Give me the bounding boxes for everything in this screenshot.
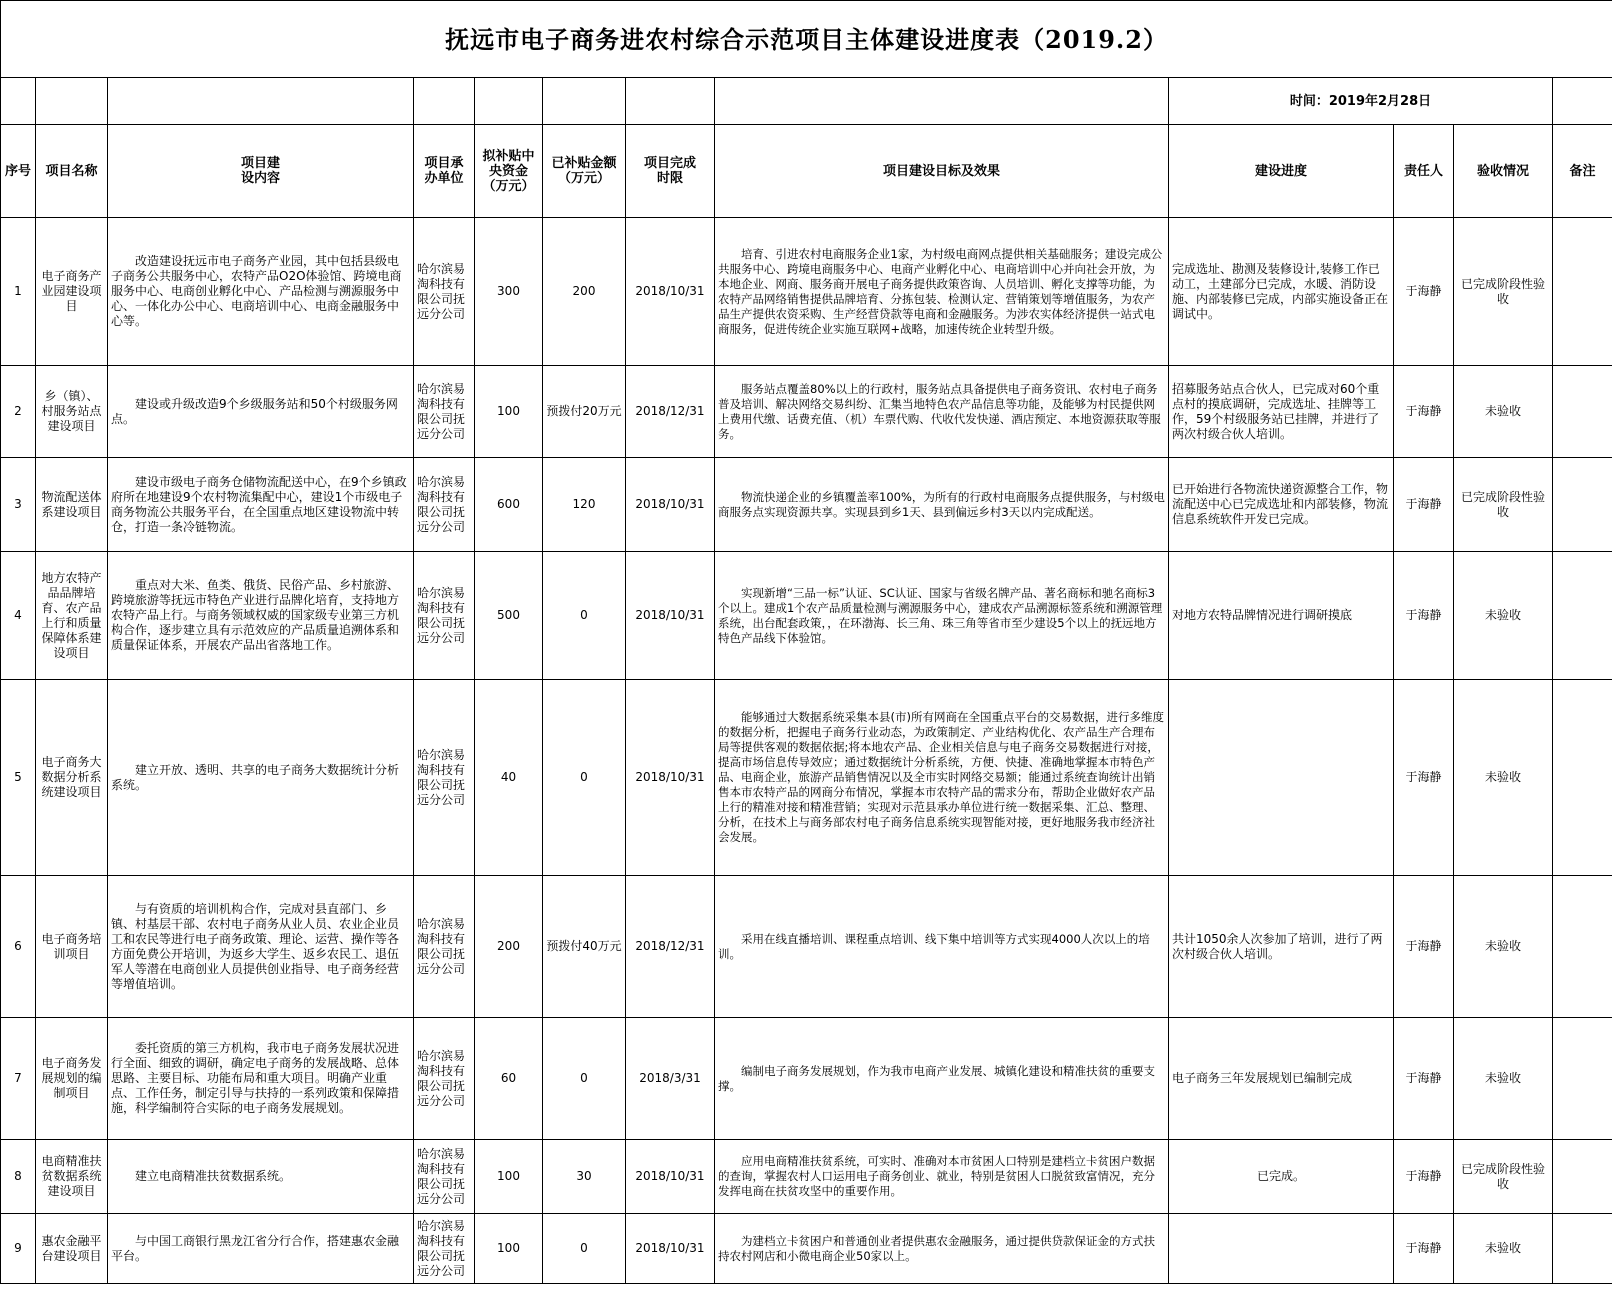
table-row <box>1 552 1612 680</box>
cell-name[interactable]: 物流配送体系建设项目 <box>36 458 108 552</box>
header-owner: 责任人 <box>1394 125 1454 218</box>
cell-goal[interactable]: 培育、引进农村电商服务企业1家，为村级电商网点提供相关基础服务；建设完成公共服务中心、跨境电商服务中心、电商产业孵化中心、电商培训中心并向社会开放，为本地企业、网商、服务商开展电子商务提供政策咨询、人员培训、孵化支撑等功能，为农特产品网络销售提供品牌培育、分拣包装、检测认定、营销策划等增值服务，为农产品生产提供农资采购、生产经营贷款等电商和金融服务。为涉农实体经济提供一站式电商服务，促进传统企业实施互联网+战略，加速传统企业转型升级。 <box>715 218 1169 366</box>
cell-owner[interactable]: 于海静 <box>1394 876 1454 1018</box>
table-row <box>1 218 1612 366</box>
cell-content[interactable]: 建设或升级改造9个乡级服务站和50个村级服务网点。 <box>108 366 414 458</box>
cell-accept[interactable]: 未验收 <box>1454 680 1553 876</box>
cell-goal[interactable]: 编制电子商务发展规划，作为我市电商产业发展、城镇化建设和精准扶贫的重要支撑。 <box>715 1018 1169 1140</box>
blank-cell[interactable] <box>715 78 1169 125</box>
cell-unit[interactable]: 哈尔滨易淘科技有限公司抚远分公司 <box>414 366 475 458</box>
cell-note[interactable] <box>1553 218 1612 366</box>
cell-unit[interactable]: 哈尔滨易淘科技有限公司抚远分公司 <box>414 552 475 680</box>
table-row <box>1 876 1612 1018</box>
header-progress: 建设进度 <box>1169 125 1394 218</box>
cell-fund[interactable]: 200 <box>475 876 543 1018</box>
cell-unit[interactable]: 哈尔滨易淘科技有限公司抚远分公司 <box>414 218 475 366</box>
cell-unit[interactable]: 哈尔滨易淘科技有限公司抚远分公司 <box>414 458 475 552</box>
cell-deadline[interactable]: 2018/12/31 <box>626 366 715 458</box>
cell-owner[interactable]: 于海静 <box>1394 458 1454 552</box>
cell-name[interactable]: 电子商务大数据分析系统建设项目 <box>36 680 108 876</box>
header-paid: 已补贴金额 （万元） <box>543 125 626 218</box>
header-note: 备注 <box>1553 125 1612 218</box>
cell-unit[interactable]: 哈尔滨易淘科技有限公司抚远分公司 <box>414 876 475 1018</box>
cell-note[interactable] <box>1553 876 1612 1018</box>
cell-accept[interactable]: 已完成阶段性验收 <box>1454 1140 1553 1214</box>
cell-name[interactable]: 乡（镇）、村服务站点建设项目 <box>36 366 108 458</box>
cell-progress[interactable]: 对地方农特品牌情况进行调研摸底 <box>1169 552 1394 680</box>
header-goal: 项目建设目标及效果 <box>715 125 1169 218</box>
cell-progress[interactable]: 电子商务三年发展规划已编制完成 <box>1169 1018 1394 1140</box>
cell-progress[interactable]: 共计1050余人次参加了培训，进行了两次村级合伙人培训。 <box>1169 876 1394 1018</box>
cell-note[interactable] <box>1553 680 1612 876</box>
cell-paid[interactable]: 0 <box>543 680 626 876</box>
cell-fund[interactable]: 100 <box>475 1140 543 1214</box>
cell-deadline[interactable]: 2018/10/31 <box>626 218 715 366</box>
cell-owner[interactable]: 于海静 <box>1394 680 1454 876</box>
blank-cell[interactable] <box>626 78 715 125</box>
cell-deadline[interactable]: 2018/3/31 <box>626 1018 715 1140</box>
cell-goal[interactable]: 服务站点覆盖80%以上的行政村，服务站点具备提供电子商务资讯、农村电子商务普及培训、解决网络交易纠纷、汇集当地特色农产品信息等功能，及能够为村民提供网上费用代缴、话费充值、（机）车票代购、代收代发快递、酒店预定、本地资源获取等服务。 <box>715 366 1169 458</box>
blank-cell[interactable] <box>475 78 543 125</box>
cell-owner[interactable]: 于海静 <box>1394 1140 1454 1214</box>
cell-accept[interactable]: 未验收 <box>1454 1214 1553 1284</box>
cell-note[interactable] <box>1553 1140 1612 1214</box>
cell-content[interactable]: 委托资质的第三方机构，我市电子商务发展状况进行全面、细致的调研，确定电子商务的发展战略、总体思路、主要目标、功能布局和重大项目。明确产业重点、工作任务，制定引导与扶持的一系列政策和保障措施，科学编制符合实际的电子商务发展规划。 <box>108 1018 414 1140</box>
cell-seq[interactable]: 3 <box>1 458 36 552</box>
cell-paid[interactable]: 0 <box>543 552 626 680</box>
cell-seq[interactable]: 6 <box>1 876 36 1018</box>
cell-deadline[interactable]: 2018/10/31 <box>626 1214 715 1284</box>
cell-seq[interactable]: 9 <box>1 1214 36 1284</box>
cell-progress[interactable]: 已完成。 <box>1169 1140 1394 1214</box>
cell-name[interactable]: 地方农特产品品牌培育、农产品上行和质量保障体系建设项目 <box>36 552 108 680</box>
cell-unit[interactable]: 哈尔滨易淘科技有限公司抚远分公司 <box>414 1140 475 1214</box>
cell-fund[interactable]: 100 <box>475 1214 543 1284</box>
cell-accept[interactable]: 已完成阶段性验收 <box>1454 458 1553 552</box>
cell-owner[interactable]: 于海静 <box>1394 552 1454 680</box>
blank-cell[interactable] <box>543 78 626 125</box>
cell-unit[interactable]: 哈尔滨易淘科技有限公司抚远分公司 <box>414 1018 475 1140</box>
cell-seq[interactable]: 5 <box>1 680 36 876</box>
cell-deadline[interactable]: 2018/10/31 <box>626 552 715 680</box>
cell-owner[interactable]: 于海静 <box>1394 218 1454 366</box>
cell-accept[interactable]: 已完成阶段性验收 <box>1454 218 1553 366</box>
cell-accept[interactable]: 未验收 <box>1454 1018 1553 1140</box>
cell-note[interactable] <box>1553 1018 1612 1140</box>
cell-seq[interactable]: 4 <box>1 552 36 680</box>
table-row <box>1 1018 1612 1140</box>
cell-name[interactable]: 电子商务培训项目 <box>36 876 108 1018</box>
cell-name[interactable]: 电商精准扶贫数据系统建设项目 <box>36 1140 108 1214</box>
cell-paid[interactable]: 30 <box>543 1140 626 1214</box>
blank-cell[interactable] <box>108 78 414 125</box>
cell-content[interactable]: 改造建设抚远市电子商务产业园，其中包括县级电子商务公共服务中心，农特产品O2O体验馆、跨境电商服务中心、电商创业孵化中心、产品检测与溯源服务中心、一体化办公中心、电商培训中心、电商金融服务中心等。 <box>108 218 414 366</box>
blank-cell[interactable] <box>1 78 36 125</box>
header-row <box>1 125 1612 218</box>
cell-progress[interactable]: 招募服务站点合伙人，已完成对60个重点村的摸底调研，完成选址、挂牌等工作，59个村级服务站已挂牌，并进行了两次村级合伙人培训。 <box>1169 366 1394 458</box>
table-row <box>1 680 1612 876</box>
blank-cell[interactable] <box>1553 78 1612 125</box>
cell-fund[interactable]: 100 <box>475 366 543 458</box>
cell-goal[interactable]: 实现新增“三品一标”认证、SC认证、国家与省级名牌产品、著名商标和驰名商标3个以上。建成1个农产品质量检测与溯源服务中心，建成农产品溯源标签系统和溯源管理系统，出台配套政策，，在环渤海、长三角、珠三角等省市至少建设5个以上的抚远地方特色产品线下体验馆。 <box>715 552 1169 680</box>
cell-paid[interactable]: 200 <box>543 218 626 366</box>
cell-content[interactable]: 建立电商精准扶贫数据系统。 <box>108 1140 414 1214</box>
cell-content[interactable]: 建立开放、透明、共享的电子商务大数据统计分析系统。 <box>108 680 414 876</box>
cell-seq[interactable]: 7 <box>1 1018 36 1140</box>
table-row <box>1 1140 1612 1214</box>
cell-progress[interactable] <box>1169 1214 1394 1284</box>
cell-note[interactable] <box>1553 458 1612 552</box>
header-name: 项目名称 <box>36 125 108 218</box>
cell-fund[interactable]: 40 <box>475 680 543 876</box>
cell-goal[interactable]: 物流快递企业的乡镇覆盖率100%，为所有的行政村电商服务点提供服务，与村级电商服务点实现资源共享。实现县到乡1天、县到偏远乡村3天以内完成配送。 <box>715 458 1169 552</box>
cell-fund[interactable]: 600 <box>475 458 543 552</box>
blank-cell[interactable] <box>414 78 475 125</box>
cell-progress[interactable]: 完成选址、勘测及装修设计,装修工作已动工，土建部分已完成，水暖、消防设施、内部装修已完成，内部实施设备正在调试中。 <box>1169 218 1394 366</box>
cell-fund[interactable]: 60 <box>475 1018 543 1140</box>
cell-content[interactable]: 与中国工商银行黑龙江省分行合作，搭建惠农金融平台。 <box>108 1214 414 1284</box>
header-fund: 拟补贴中 央资金 （万元） <box>475 125 543 218</box>
header-seq: 序号 <box>1 125 36 218</box>
cell-goal[interactable]: 采用在线直播培训、课程重点培训、线下集中培训等方式实现4000人次以上的培训。 <box>715 876 1169 1018</box>
table-row <box>1 366 1612 458</box>
cell-goal[interactable]: 为建档立卡贫困户和普通创业者提供惠农金融服务，通过提供贷款保证金的方式扶持农村网店和小微电商企业50家以上。 <box>715 1214 1169 1284</box>
cell-accept[interactable]: 未验收 <box>1454 366 1553 458</box>
cell-paid[interactable]: 预拨付20万元 <box>543 366 626 458</box>
cell-owner[interactable]: 于海静 <box>1394 1018 1454 1140</box>
table-title: 抚远市电子商务进农村综合示范项目主体建设进度表（2019.2） <box>1 1 1612 78</box>
cell-paid[interactable]: 120 <box>543 458 626 552</box>
cell-paid[interactable]: 0 <box>543 1214 626 1284</box>
cell-note[interactable] <box>1553 366 1612 458</box>
cell-seq[interactable]: 1 <box>1 218 36 366</box>
cell-note[interactable] <box>1553 552 1612 680</box>
cell-note[interactable] <box>1553 1214 1612 1284</box>
header-unit: 项目承 办单位 <box>414 125 475 218</box>
cell-progress[interactable]: 已开始进行各物流快递资源整合工作，物流配送中心已完成选址和内部装修，物流信息系统软件开发已完成。 <box>1169 458 1394 552</box>
cell-deadline[interactable]: 2018/10/31 <box>626 1140 715 1214</box>
cell-accept[interactable]: 未验收 <box>1454 552 1553 680</box>
header-deadline: 项目完成 时限 <box>626 125 715 218</box>
cell-deadline[interactable]: 2018/12/31 <box>626 876 715 1018</box>
cell-paid[interactable]: 0 <box>543 1018 626 1140</box>
cell-name[interactable]: 电子商务产业园建设项目 <box>36 218 108 366</box>
cell-paid[interactable]: 预拨付40万元 <box>543 876 626 1018</box>
report-date: 时间：2019年2月28日 <box>1169 78 1553 125</box>
table-row <box>1 458 1612 552</box>
cell-progress[interactable] <box>1169 680 1394 876</box>
blank-cell[interactable] <box>36 78 108 125</box>
cell-goal[interactable]: 应用电商精准扶贫系统，可实时、准确对本市贫困人口特别是建档立卡贫困户数据的查询，掌握农村人口运用电子商务创业、就业，特别是贫困人口脱贫致富情况，充分发挥电商在扶贫攻坚中的重要作用。 <box>715 1140 1169 1214</box>
cell-unit[interactable]: 哈尔滨易淘科技有限公司抚远分公司 <box>414 680 475 876</box>
cell-deadline[interactable]: 2018/10/31 <box>626 458 715 552</box>
cell-fund[interactable]: 300 <box>475 218 543 366</box>
cell-content[interactable]: 重点对大米、鱼类、俄货、民俗产品、乡村旅游、跨境旅游等抚远市特色产业进行品牌化培育，支持地方农特产品上行。与商务领域权威的国家级专业第三方机构合作，逐步建立具有示范效应的产品质量追溯体系和质量保证体系，开展农产品出省落地工作。 <box>108 552 414 680</box>
cell-fund[interactable]: 500 <box>475 552 543 680</box>
cell-content[interactable]: 与有资质的培训机构合作，完成对县直部门、乡镇、村基层干部、农村电子商务从业人员、农业企业员工和农民等进行电子商务政策、理论、运营、操作等各方面免费公开培训，为返乡大学生、返乡农民工、退伍军人等潜在电商创业人员提供创业指导、电子商务经营等增值培训。 <box>108 876 414 1018</box>
cell-seq[interactable]: 2 <box>1 366 36 458</box>
cell-accept[interactable]: 未验收 <box>1454 876 1553 1018</box>
cell-content[interactable]: 建设市级电子商务仓储物流配送中心，在9个乡镇政府所在地建设9个农村物流集配中心，建设1个市级电子商务物流公共服务平台，在全国重点地区建设物流中转仓，打造一条冷链物流。 <box>108 458 414 552</box>
cell-goal[interactable]: 能够通过大数据系统采集本县(市)所有网商在全国重点平台的交易数据，进行多维度的数据分析，把握电子商务行业动态，为政策制定、产业结构优化、农产品生产合理布局等提供客观的数据依据;将本地农产品、企业相关信息与电子商务交易数据进行对接，提高市场信息传导效应；通过数据统计分析系统，方便、快捷、准确地掌握本市特色产品、电商企业，旅游产品销售情况以及全市实时网络交易额；能通过系统查询统计出销售本市农特产品的网商分布情况，掌握本市农特产品的需求分布，帮助企业做好农产品上行的精准对接和精准营销；实现对示范县承办单位进行统一数据采集、汇总、整理、分析，在技术上与商务部农村电子商务信息系统实现智能对接，更好地服务我市经济社会发展。 <box>715 680 1169 876</box>
cell-unit[interactable]: 哈尔滨易淘科技有限公司抚远分公司 <box>414 1214 475 1284</box>
cell-deadline[interactable]: 2018/10/31 <box>626 680 715 876</box>
cell-seq[interactable]: 8 <box>1 1140 36 1214</box>
cell-owner[interactable]: 于海静 <box>1394 366 1454 458</box>
header-content: 项目建 设内容 <box>108 125 414 218</box>
cell-owner[interactable]: 于海静 <box>1394 1214 1454 1284</box>
header-accept: 验收情况 <box>1454 125 1553 218</box>
cell-name[interactable]: 电子商务发展规划的编制项目 <box>36 1018 108 1140</box>
table-row <box>1 1214 1612 1284</box>
cell-name[interactable]: 惠农金融平台建设项目 <box>36 1214 108 1284</box>
